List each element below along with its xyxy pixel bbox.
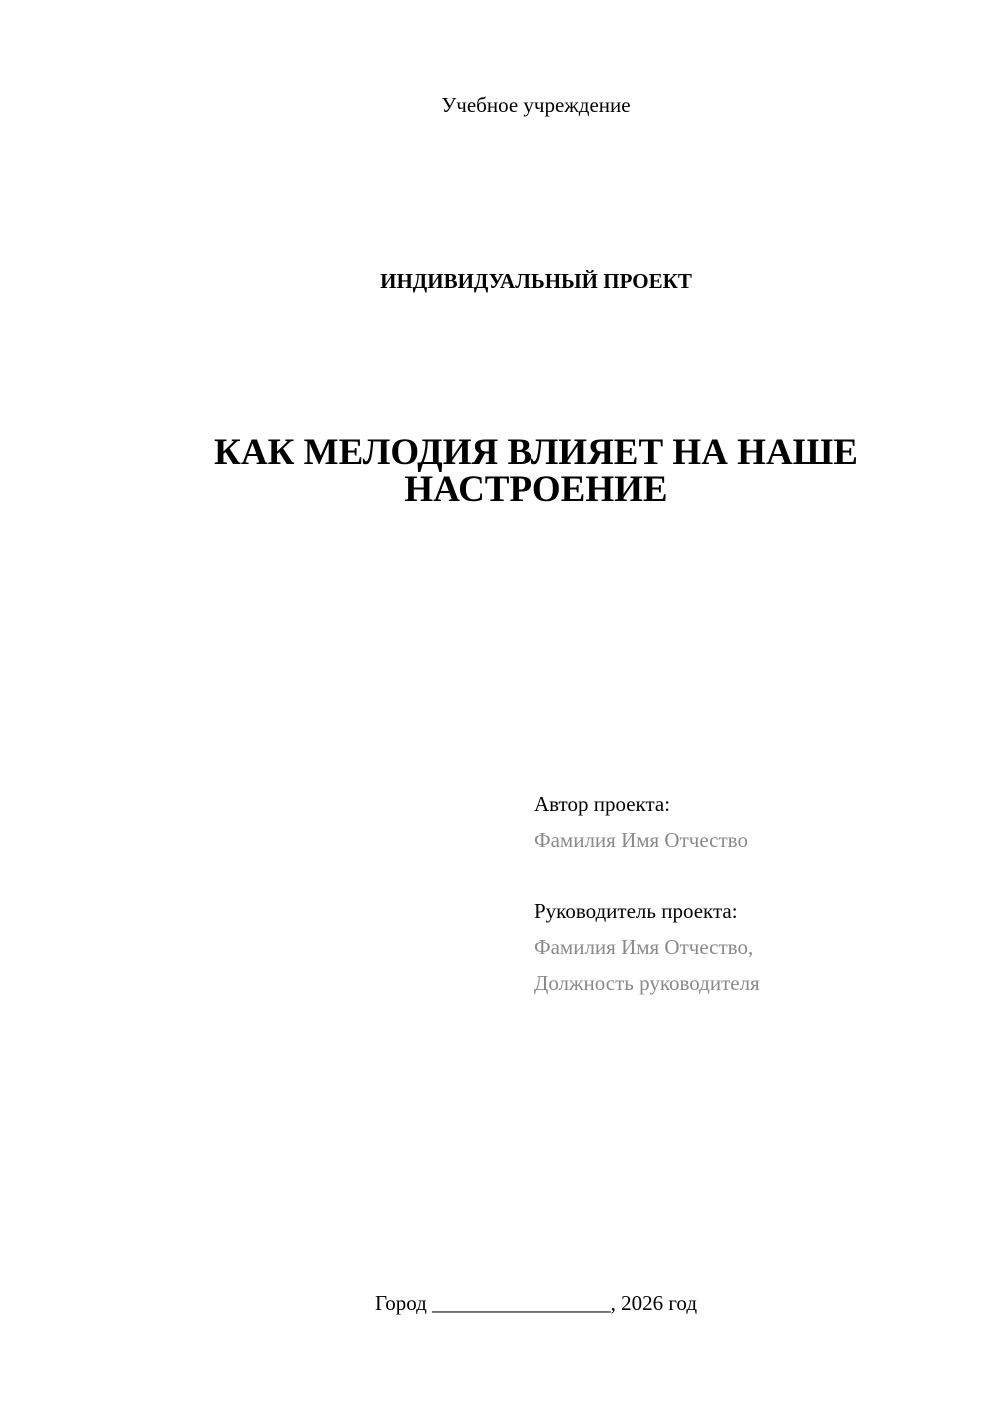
project-title-line-1: КАК МЕЛОДИЯ ВЛИЯЕТ НА НАШЕ [214, 432, 858, 473]
supervisor-name: Фамилия Имя Отчество, [534, 935, 754, 959]
city-year-line: Город _________________, 2026 год [374, 1291, 698, 1315]
supervisor-position: Должность руководителя [534, 971, 760, 995]
supervisor-label: Руководитель проекта: [534, 899, 738, 923]
project-title-line-2: НАСТРОЕНИЕ [404, 469, 668, 510]
document-type: ИНДИВИДУАЛЬНЫЙ ПРОЕКТ [380, 269, 692, 293]
author-name: Фамилия Имя Отчество [534, 828, 748, 852]
institution-name: Учебное учреждение [441, 93, 631, 117]
project-title [0, 434, 1000, 508]
supervisor-block [534, 893, 974, 1001]
author-label: Автор проекта: [534, 792, 671, 816]
author-block [534, 786, 974, 858]
